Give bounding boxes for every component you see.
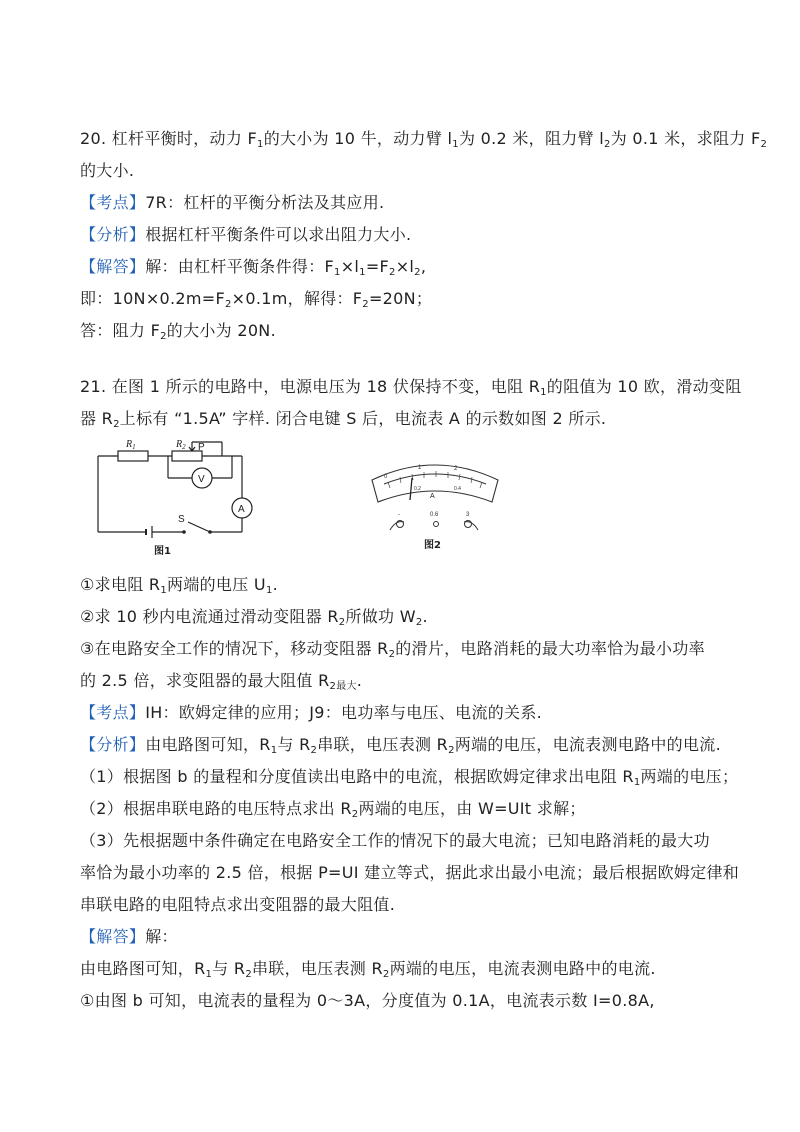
q21-kaodian: 【考点】IH：欧姆定律的应用；J9：电功率与电压、电流的关系.: [80, 703, 543, 722]
switch-s: [188, 522, 210, 532]
svg-text:1: 1: [418, 465, 422, 471]
q21-item-1: ①求电阻 $R_1$两端的电压 $U_1$.: [80, 575, 278, 596]
jieda-tag: 【解答】: [80, 257, 146, 276]
q21-line-1: 21. 在图 1 所示的电路中，电源电压为 18 伏保持不变，电阻 $R_1$的阻值为 10 欧，滑动变阻: [80, 377, 742, 398]
kaodian-tag: 【考点】: [80, 193, 146, 212]
svg-text:2: 2: [454, 466, 458, 472]
dial-face: [372, 465, 498, 502]
q21-solution-2: ①由图 b 可知，电流表的量程为 0～3A，分度值为 0.1A，电流表示数 I=0.8A,: [80, 991, 655, 1010]
q21-analysis-2: （2）根据串联电路的电压特点求出 $R_2$两端的电压，由 W=UIt 求解；: [80, 799, 586, 820]
kaodian-tag: 【考点】: [80, 703, 146, 722]
q20-line-2: 的大小.: [80, 161, 135, 180]
q20-da: 答：阻力 $F_2$的大小为 20N.: [80, 321, 276, 342]
label-r1: $R_1$: [126, 439, 136, 451]
q21-line-2: 器 $R_2$上标有 “1.5A” 字样. 闭合电键 S 后，电流表 A 的示数如图 2 所示.: [80, 409, 607, 430]
q20-kaodian: 【考点】7R：杠杆的平衡分析法及其应用.: [80, 193, 385, 212]
q21-fenxi: 【分析】由电路图可知，$R_1$与 $R_2$串联，电压表测 $R_2$两端的电压，电流表测电路中的电流.: [80, 735, 721, 756]
fenxi-tag: 【分析】: [80, 735, 146, 754]
q21-analysis-3c: 串联电路的电阻特点求出变阻器的最大阻值.: [80, 895, 396, 914]
q20-jieda: 【解答】解：由杠杆平衡条件得：$F_1\times l_1=F_2\times l_2$,: [80, 257, 427, 278]
q21-item-3-cont: 的 2.5 倍，求变阻器的最大阻值 $R_{2最大}$.: [80, 671, 363, 692]
ammeter-dial-figure-2: [360, 440, 510, 555]
q21-analysis-3a: （3）先根据题中条件确定在电路安全工作的情况下的最大电流；已知电路消耗的最大功: [80, 831, 710, 850]
label-s: S: [178, 514, 185, 525]
dial-unit-a: A: [430, 493, 435, 500]
svg-text:0.6: 0.6: [430, 512, 439, 518]
figure-2-caption: 图2: [424, 540, 441, 551]
q21-item-2: ②求 10 秒内电流通过滑动变阻器 $R_2$所做功 $W_2$.: [80, 607, 428, 628]
jieda-tag: 【解答】: [80, 927, 146, 946]
svg-text:0.2: 0.2: [414, 486, 421, 492]
dial-needle: [410, 478, 412, 500]
circuit-diagram-figure-1: [92, 436, 272, 562]
svg-text:-: -: [398, 512, 400, 518]
q20-ji: 即：$10N\times 0.2m=F_2\times 0.1m$，解得：$F_2=20N$；: [80, 289, 433, 310]
label-r2: $R_2$: [176, 439, 186, 451]
label-p: P: [198, 442, 205, 453]
figure-1-caption: 图1: [154, 546, 171, 557]
q21-solution-1: 由电路图可知，$R_1$与 $R_2$串联，电压表测 $R_2$两端的电压，电流表测电路中的电流.: [80, 959, 656, 980]
fenxi-tag: 【分析】: [80, 225, 146, 244]
label-a: A: [238, 504, 245, 515]
q20-line-1: 20. 杠杆平衡时，动力 $F_1$的大小为 10 牛，动力臂 $l_1$为 0.2 米，阻力臂 $l_2$为 0.1 米，求阻力 $F_2$: [80, 129, 768, 150]
svg-text:0.4: 0.4: [454, 486, 461, 492]
q20-fenxi: 【分析】根据杠杆平衡条件可以求出阻力大小.: [80, 225, 412, 244]
svg-text:0: 0: [384, 474, 388, 480]
q21-analysis-1: （1）根据图 b 的量程和分度值读出电路中的电流，根据欧姆定律求出电阻 $R_1$两端的电压；: [80, 767, 739, 788]
q21-analysis-3b: 率恰为最小功率的 2.5 倍，根据 P=UI 建立等式，据此求出最小电流；最后根据欧姆定律和: [80, 863, 740, 882]
q21-item-3: ③在电路安全工作的情况下，移动变阻器 $R_2$的滑片，电路消耗的最大功率恰为最小功率: [80, 639, 705, 660]
resistor-r1: [118, 451, 148, 461]
label-v: V: [198, 474, 205, 485]
q21-jieda: 【解答】解：: [80, 927, 178, 946]
svg-text:3: 3: [466, 512, 470, 518]
